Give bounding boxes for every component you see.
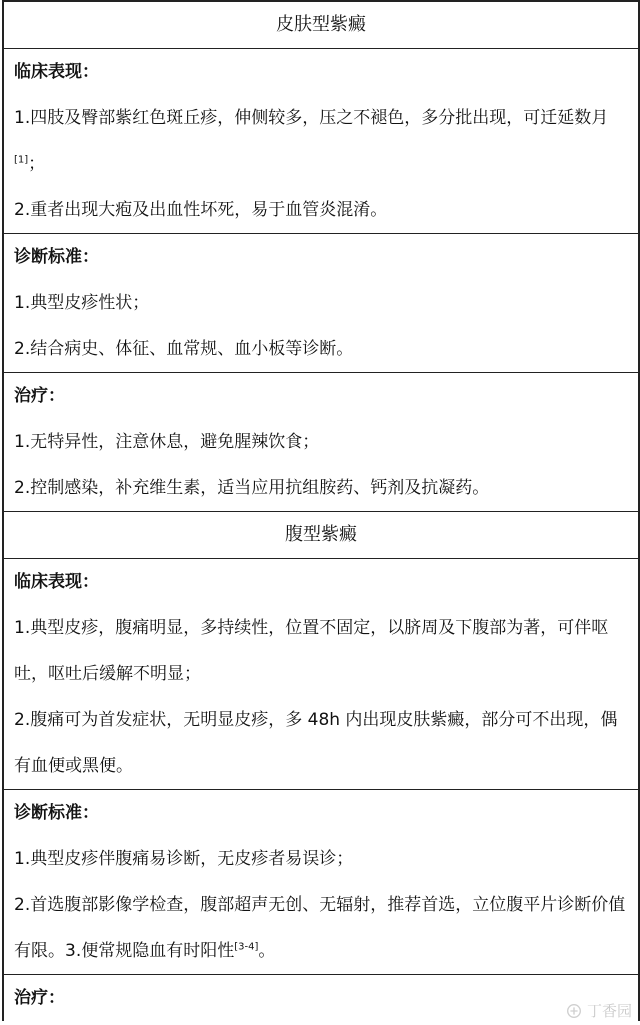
list-item: 1.典型皮疹，腹痛明显，多持续性，位置不固定，以脐周及下腹部为著，可伴呕吐，呕吐后缓解不明显； [14,618,609,684]
clinical-block [4,49,638,234]
list-item: 1.典型皮疹伴腹痛易诊断，无皮疹者易误诊； [14,849,354,869]
list-item: 2.结合病史、体征、血常规、血小板等诊断。 [14,339,354,359]
block-heading: 诊断标准： [14,247,99,267]
list-item: 1.典型皮疹性状； [14,293,150,313]
citation: [3-4] [234,941,259,953]
diagnosis-block [4,790,638,975]
block-heading: 治疗： [14,386,65,406]
list-item: 2.首选腹部影像学检查，腹部超声无创、无辐射，推荐首选，立位腹平片诊断价值有限。3.便常规隐血有时阳性[3-4]。 [14,895,626,961]
list-item: 2.腹痛可为首发症状，无明显皮疹，多 48h 内出现皮肤紫癜，部分可不出现，偶有血便或黑便。 [14,710,618,776]
clinical-block [4,559,638,790]
section-title: 腹型紫癜 [4,512,638,559]
info-table [2,0,640,1021]
watermark-text: 丁香园 [586,1002,632,1020]
block-heading: 临床表现： [14,62,99,82]
list-item: 2.重者出现大疱及出血性坏死，易于血管炎混淆。 [14,200,388,220]
diagnosis-block [4,234,638,373]
treatment-block [4,373,638,512]
block-heading: 治疗： [14,988,65,1008]
watermark [565,1000,632,1021]
list-item: 1.四肢及臀部紫红色斑丘疹，伸侧较多，压之不褪色，多分批出现，可迁延数月[1]； [14,108,609,174]
dxy-logo-icon [565,1002,583,1020]
block-heading: 诊断标准： [14,803,99,823]
citation: [1] [14,154,29,166]
block-heading: 临床表现： [14,572,99,592]
section-title: 皮肤型紫癜 [4,2,638,49]
treatment-block [4,975,638,1021]
list-item: 2.控制感染，补充维生素，适当应用抗组胺药、钙剂及抗凝药。 [14,478,490,498]
list-item: 1.无特异性，注意休息，避免腥辣饮食； [14,432,320,452]
